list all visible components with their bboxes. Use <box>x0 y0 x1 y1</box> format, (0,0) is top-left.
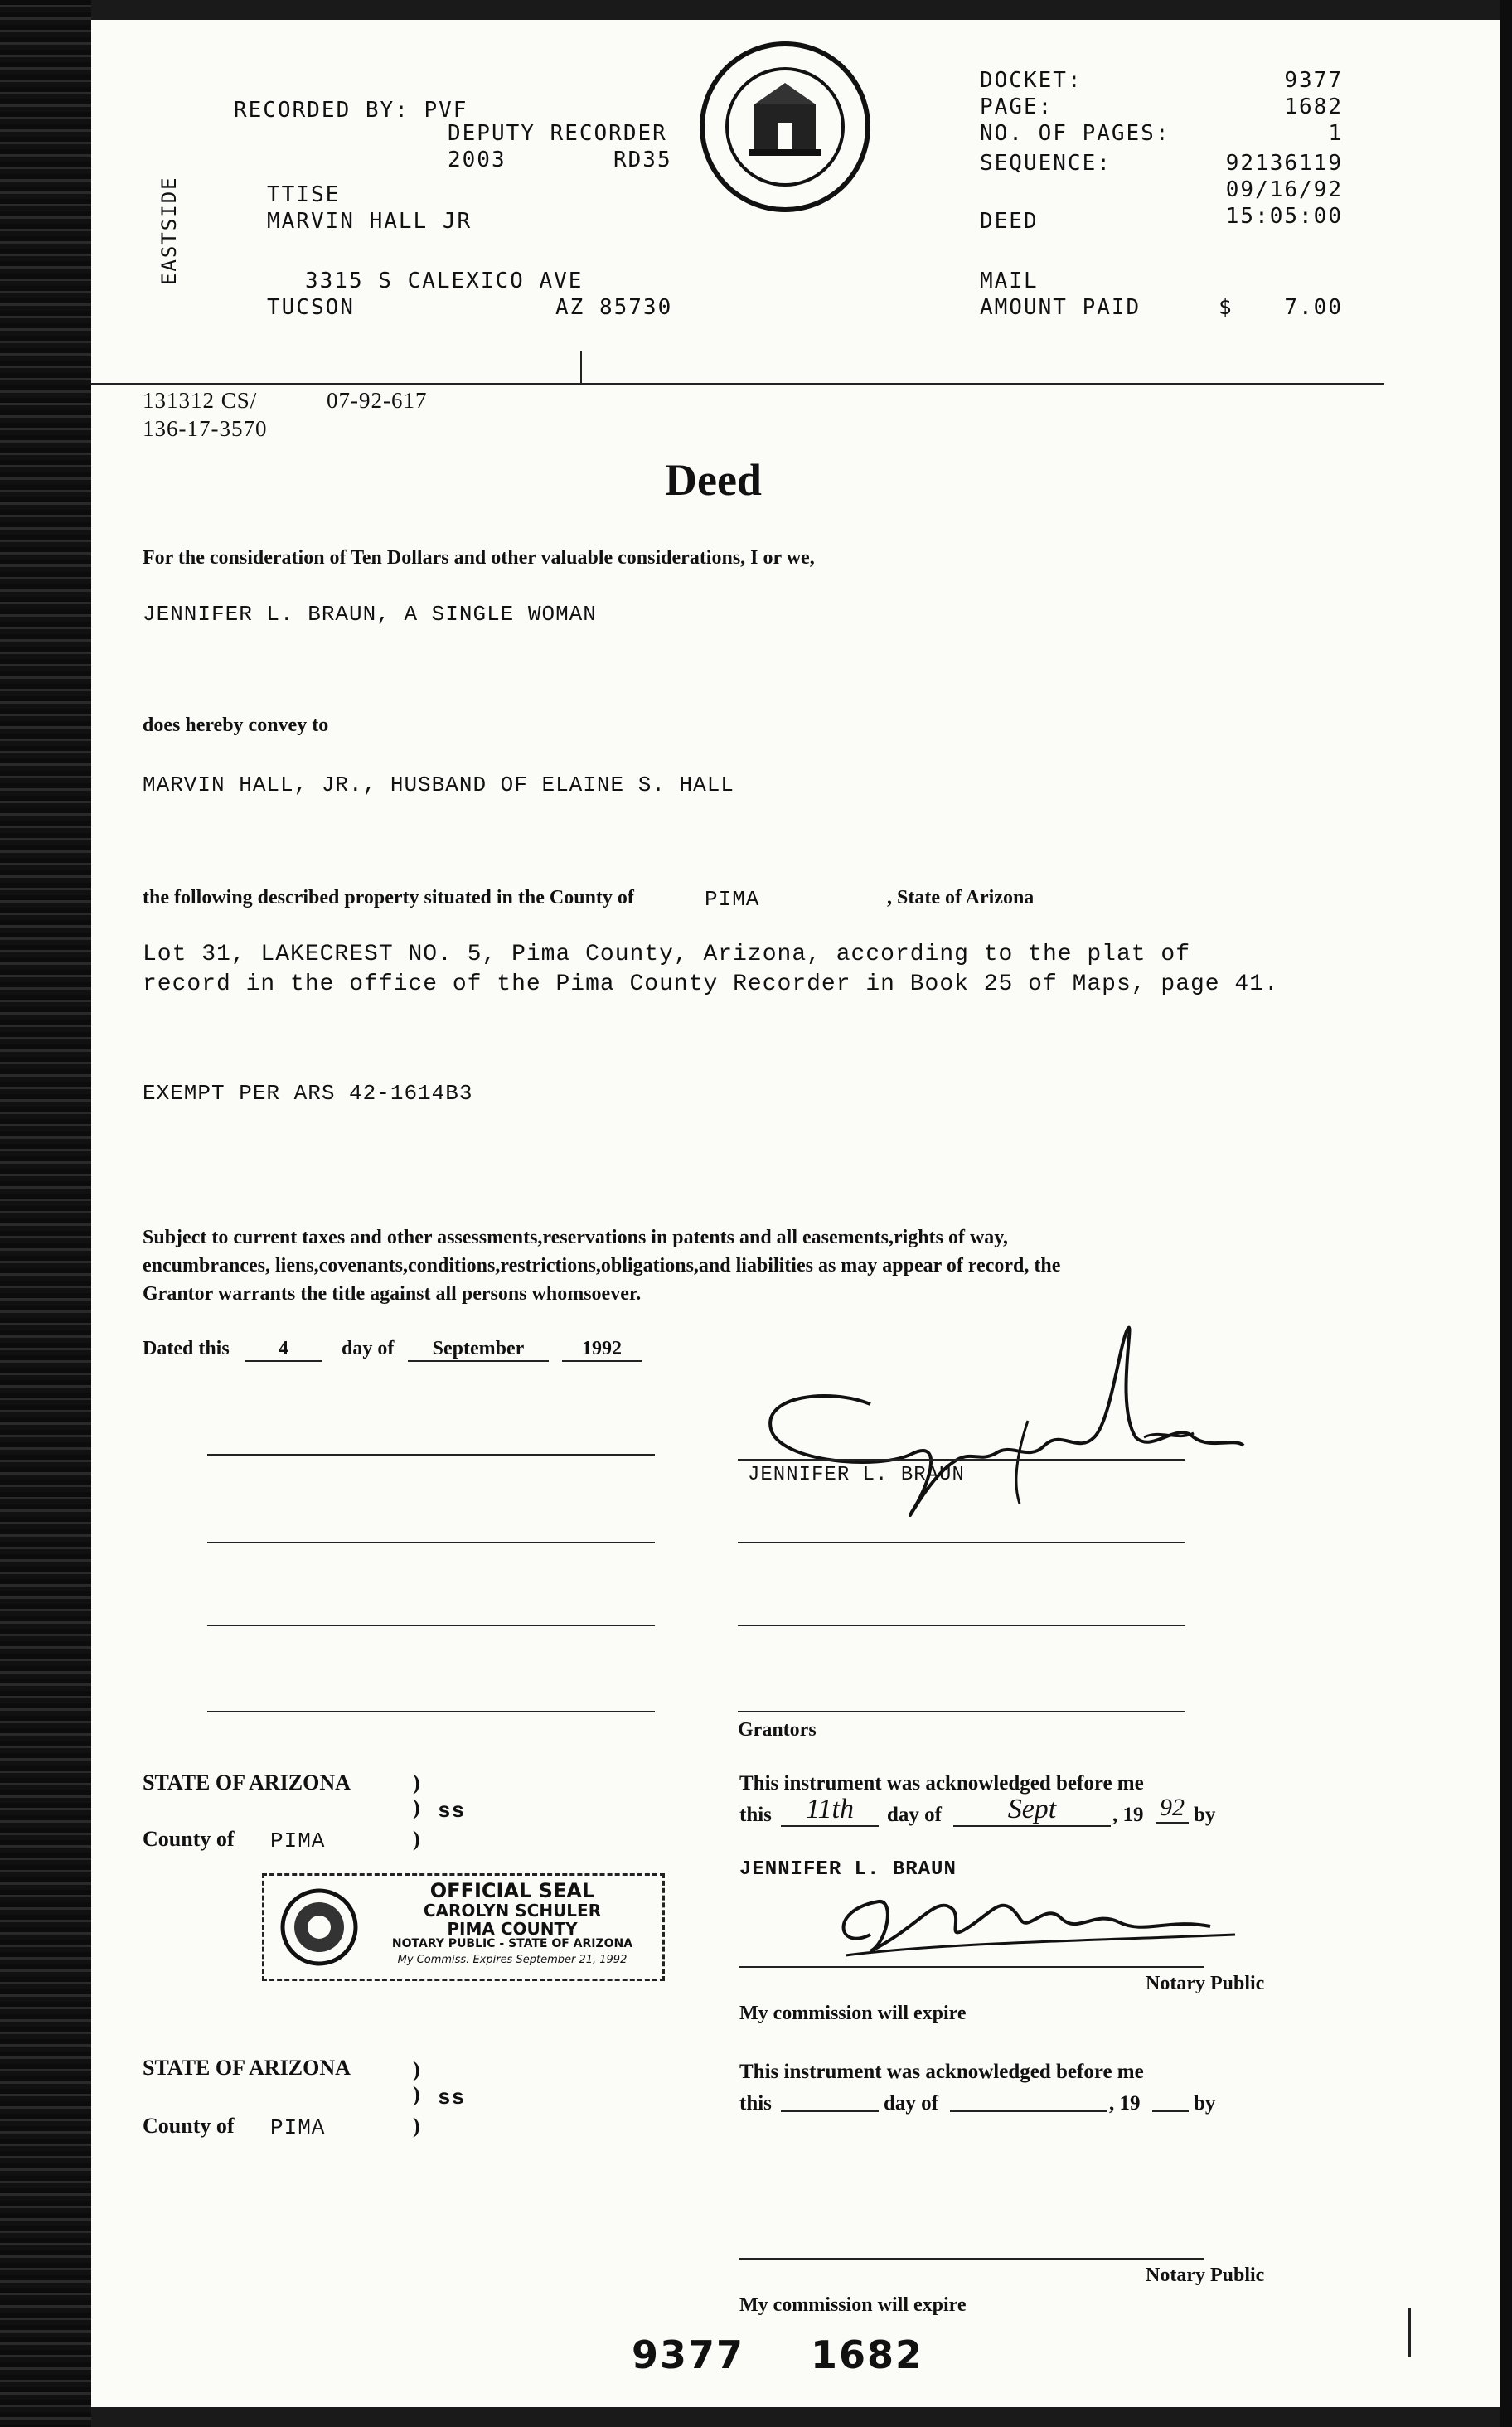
pages-label: NO. OF PAGES: <box>980 121 1170 146</box>
ack2-ss: ss <box>438 2085 466 2110</box>
ack2-month-blank <box>950 2110 1107 2112</box>
dated-prefix: Dated this <box>143 1338 230 1359</box>
address-state-zip: AZ 85730 <box>555 295 673 320</box>
property-county: PIMA <box>705 887 760 912</box>
grantor-line-3 <box>738 1625 1185 1626</box>
recorded-by: RECORDED BY: PVF <box>234 98 468 123</box>
address-city: TUCSON <box>267 295 355 320</box>
ack1-paren-2: ) <box>413 1795 420 1819</box>
legal-description-line1: Lot 31, LAKECREST NO. 5, Pima County, Arizona, according to the plat of <box>143 942 1190 967</box>
grantor-line-1 <box>738 1459 1185 1461</box>
ack2-paren-1: ) <box>413 2057 420 2081</box>
ack2-notary-line <box>739 2258 1204 2260</box>
ack1-county: PIMA <box>270 1829 326 1853</box>
sequence-value: 92136119 <box>1225 151 1343 176</box>
ack1-county-label: County of <box>143 1827 235 1851</box>
eastside-label: EASTSIDE <box>158 176 181 285</box>
ack2-commission: My commission will expire <box>739 2294 967 2316</box>
amount-currency: $ <box>1219 295 1233 320</box>
dated-month: September <box>408 1338 549 1362</box>
deed-page <box>91 20 1500 2407</box>
ack2-this: this <box>739 2092 772 2115</box>
dated-year-field <box>562 1338 642 1362</box>
ack2-paren-3: ) <box>413 2114 420 2138</box>
ack1-year-prefix: , 19 <box>1112 1804 1144 1826</box>
dated-day-of: day of <box>342 1338 395 1359</box>
ack1-by: by <box>1194 1804 1216 1826</box>
addressee-line1: TTISE <box>267 182 341 207</box>
dated-month-field <box>408 1338 549 1362</box>
convey-text: does hereby convey to <box>143 715 329 736</box>
notary-seal-line4: NOTARY PUBLIC - STATE OF ARIZONA <box>391 1937 633 1950</box>
docket-label: DOCKET: <box>980 68 1083 93</box>
ref-number-2: 07-92-617 <box>327 388 428 413</box>
property-prefix: the following described property situated in the County of <box>143 887 634 908</box>
witness-line-3 <box>207 1625 655 1626</box>
exempt-note: EXEMPT PER ARS 42-1614B3 <box>143 1081 473 1106</box>
recorded-date: 09/16/92 <box>1225 177 1343 202</box>
ack2-notary-label: Notary Public <box>1146 2265 1265 2286</box>
mail-label: MAIL <box>980 269 1039 293</box>
dated-day-field <box>245 1338 322 1362</box>
docket-value: 9377 <box>1284 68 1343 93</box>
header-tick <box>580 351 582 383</box>
address-street: 3315 S CALEXICO AVE <box>305 269 584 293</box>
ack1-day: 11th <box>781 1794 879 1827</box>
dated-day: 4 <box>245 1338 322 1362</box>
ack1-state: STATE OF ARIZONA <box>143 1771 351 1795</box>
ack2-year-prefix: , 19 <box>1109 2092 1141 2115</box>
amount-label: AMOUNT PAID <box>980 295 1141 320</box>
subject-line2: encumbrances, liens,covenants,conditions,restrictions,obligations,and liabilities as may appear of record, the <box>143 1255 1061 1276</box>
ack2-year-blank <box>1152 2110 1189 2112</box>
addressee-line2: MARVIN HALL JR <box>267 209 472 234</box>
subject-line3: Grantor warrants the title against all persons whomsoever. <box>143 1283 642 1305</box>
deed-label: DEED <box>980 209 1039 234</box>
ack2-line1: This instrument was acknowledged before me <box>739 2061 1144 2083</box>
ack2-county: PIMA <box>270 2115 326 2140</box>
grantor-line-2 <box>738 1542 1185 1543</box>
notary-seal-line5: My Commiss. Expires September 21, 1992 <box>397 1954 628 1966</box>
pages-value: 1 <box>1328 121 1343 146</box>
legal-description-line2: record in the office of the Pima County Recorder in Book 25 of Maps, page 41. <box>143 971 1279 997</box>
notary-seal-line2: CAROLYN SCHULER <box>423 1901 602 1921</box>
dated-year: 1992 <box>562 1338 642 1362</box>
ack2-state: STATE OF ARIZONA <box>143 2056 351 2080</box>
ack1-notary-line <box>739 1966 1204 1968</box>
notary-signature <box>821 1877 1252 1968</box>
ack1-notary-label: Notary Public <box>1146 1973 1265 1994</box>
notary-seal-line3: PIMA COUNTY <box>447 1919 578 1939</box>
ack1-day-of: day of <box>887 1804 942 1826</box>
ref-number-3: 136-17-3570 <box>143 416 268 441</box>
sequence-label: SEQUENCE: <box>980 151 1112 176</box>
witness-line-1 <box>207 1454 655 1456</box>
grantee-name: MARVIN HALL, JR., HUSBAND OF ELAINE S. HALL <box>143 773 734 797</box>
page-value: 1682 <box>1284 94 1343 119</box>
ack1-signer: JENNIFER L. BRAUN <box>739 1858 957 1881</box>
consideration-text: For the consideration of Ten Dollars and other valuable considerations, I or we, <box>143 547 815 569</box>
ack1-ss: ss <box>438 1799 466 1824</box>
property-state: , State of Arizona <box>887 887 1035 908</box>
grantor-line-4 <box>738 1711 1185 1712</box>
ack2-day-of: day of <box>884 2092 938 2115</box>
ack1-year-field <box>1156 1794 1189 1824</box>
header-rule <box>91 383 1384 385</box>
notary-official-seal <box>262 1873 665 1981</box>
footer-docket: 9377 <box>632 2333 745 2377</box>
scan-mark <box>1408 2308 1411 2357</box>
footer-page: 1682 <box>811 2333 924 2377</box>
ack2-county-label: County of <box>143 2114 235 2138</box>
grantor-name: JENNIFER L. BRAUN, A SINGLE WOMAN <box>143 602 597 627</box>
ack1-month-field <box>953 1794 1111 1827</box>
scan-edge-right <box>1500 0 1512 2427</box>
deed-title: Deed <box>665 455 762 505</box>
recorder-year: 2003 <box>448 148 506 172</box>
signer-name: JENNIFER L. BRAUN <box>748 1464 965 1486</box>
page-label: PAGE: <box>980 94 1054 119</box>
grantor-signature <box>663 1296 1310 1545</box>
seal-text <box>698 40 872 214</box>
recorded-time: 15:05:00 <box>1225 204 1343 229</box>
subject-line1: Subject to current taxes and other assessments,reservations in patents and all easements,rights of way, <box>143 1227 1008 1248</box>
ack2-paren-2: ) <box>413 2082 420 2106</box>
ack1-paren-3: ) <box>413 1827 420 1851</box>
ack1-line1: This instrument was acknowledged before me <box>739 1772 1144 1795</box>
ack2-by: by <box>1194 2092 1216 2115</box>
notary-seal-line1: OFFICIAL SEAL <box>429 1879 595 1902</box>
recorder-rd: RD35 <box>613 148 672 172</box>
ack1-year: 92 <box>1156 1794 1189 1824</box>
witness-line-2 <box>207 1542 655 1543</box>
pima-county-seal <box>698 40 872 214</box>
ack1-commission: My commission will expire <box>739 2003 967 2024</box>
ack1-month: Sept <box>953 1794 1111 1827</box>
deputy-recorder: DEPUTY RECORDER <box>448 121 667 146</box>
ack1-day-field <box>781 1794 879 1827</box>
ack1-this: this <box>739 1804 772 1826</box>
ack1-paren-1: ) <box>413 1771 420 1795</box>
witness-line-4 <box>207 1711 655 1712</box>
grantors-label: Grantors <box>738 1719 817 1741</box>
ref-number-1: 131312 CS/ <box>143 388 258 413</box>
scan-edge-left <box>0 0 91 2427</box>
ack2-day-blank <box>781 2110 879 2112</box>
notary-seal-emblem-icon <box>279 1887 359 1967</box>
amount-value: 7.00 <box>1284 295 1343 320</box>
